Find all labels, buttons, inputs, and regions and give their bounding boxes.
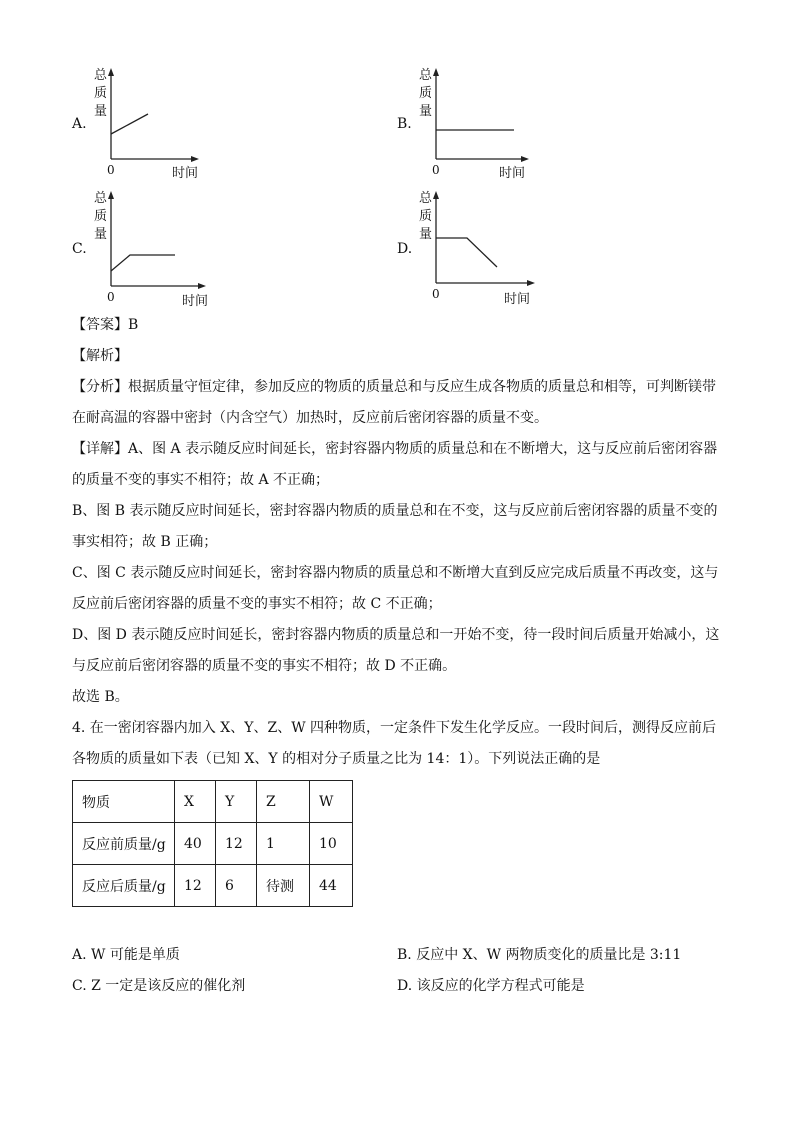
analysis-line: 【分析】根据质量守恒定律，参加反应的物质的质量总和与反应生成各物质的质量总和相等，可判断镁带 <box>72 379 716 395</box>
table-cell: 6 <box>216 865 257 907</box>
detail-line: D、图 D 表示随反应时间延长，密封容器内物质的质量总和一开始不变，待一段时间后质量开始减小，这 <box>72 627 720 643</box>
graph-c-ylabel-1: 总 <box>94 191 108 206</box>
graph-c-line <box>111 255 175 271</box>
graph-d-y-arrow <box>433 191 439 199</box>
table-cell: 1 <box>257 823 310 865</box>
question-4-line: 4. 在一密闭容器内加入 X、Y、Z、W 四种物质，一定条件下发生化学反应。一段时间后，测得反应前后 <box>72 720 717 736</box>
conclusion-line: 故选 B。 <box>72 689 129 705</box>
graph-c-svg <box>90 185 220 310</box>
table-cell: 40 <box>175 823 216 865</box>
graph-a-svg <box>90 62 220 182</box>
graph-a-ylabel-2: 质 <box>94 86 108 101</box>
analysis-line: 在耐高温的容器中密封（内含空气）加热时，反应前后密闭容器的质量不变。 <box>72 410 548 426</box>
detail-line: B、图 B 表示随反应时间延长，密封容器内物质的质量总和在不变，这与反应前后密闭容器的质量不变的 <box>72 503 718 519</box>
graph-d-origin: 0 <box>432 287 440 301</box>
detail-line: 事实相符；故 B 正确； <box>72 534 218 550</box>
graph-d-svg <box>415 185 545 310</box>
graph-a-letter: A. <box>72 116 87 132</box>
graph-b-ylabel-2: 质 <box>419 86 433 101</box>
graph-c-letter: C. <box>72 241 87 257</box>
question-4-line: 各物质的质量如下表（已知 X、Y 的相对分子质量之比为 14：1）。下列说法正确的是 <box>72 751 601 767</box>
graph-b-ylabel-1: 总 <box>419 68 433 83</box>
table-row <box>73 823 353 865</box>
table-cell: 12 <box>175 865 216 907</box>
option-d: D. 该反应的化学方程式可能是 <box>397 978 585 994</box>
table-cell: 待测 <box>257 865 310 907</box>
option-b: B. 反应中 X、W 两物质变化的质量比是 3:11 <box>397 947 682 963</box>
table-row <box>73 865 353 907</box>
detail-line: C、图 C 表示随反应时间延长，密封容器内物质的质量总和不断增大直到反应完成后质量不再改变，这与 <box>72 565 719 581</box>
detail-line: 反应前后密闭容器的质量不变的事实不相符；故 C 不正确； <box>72 596 442 612</box>
graph-d-ylabel-3: 量 <box>419 227 433 242</box>
graph-d-ylabel-2: 质 <box>419 209 433 224</box>
table-header-cell: 物质 <box>73 781 175 823</box>
option-c: C. Z 一定是该反应的催化剂 <box>72 978 246 994</box>
table-cell: 12 <box>216 823 257 865</box>
graph-b-svg <box>415 62 545 182</box>
graph-d-x-arrow <box>527 280 535 286</box>
graph-c-origin: 0 <box>107 290 115 304</box>
graph-a-y-arrow <box>108 68 114 76</box>
graph-c-y-arrow <box>108 191 114 199</box>
detail-line: 【详解】A、图 A 表示随反应时间延长，密封容器内物质的质量总和在不断增大，这与反应前后密闭容器 <box>72 441 718 457</box>
detail-line: 的质量不变的事实不相符；故 A 不正确； <box>72 472 330 488</box>
graph-d-xlabel: 时间 <box>504 292 531 307</box>
table-cell: 10 <box>310 823 353 865</box>
table-header-row <box>73 781 353 823</box>
table-header-cell: Z <box>257 781 310 823</box>
graph-d-line <box>436 238 497 267</box>
table-header-cell: W <box>310 781 353 823</box>
graph-c-xlabel: 时间 <box>182 294 209 309</box>
option-a: A. W 可能是单质 <box>72 947 180 963</box>
answer-label: 【答案】B <box>72 317 139 333</box>
graph-b-y-arrow <box>433 68 439 76</box>
graph-a-ylabel-1: 总 <box>94 68 108 83</box>
graph-b-letter: B. <box>397 116 412 132</box>
graph-b-origin: 0 <box>432 163 440 177</box>
graph-a-xlabel: 时间 <box>172 166 199 181</box>
graph-c-ylabel-3: 量 <box>94 227 108 242</box>
table-header-cell: X <box>175 781 216 823</box>
graph-d-ylabel-1: 总 <box>419 191 433 206</box>
graph-b-xlabel: 时间 <box>499 166 526 181</box>
mass-table <box>72 780 353 907</box>
table-cell: 44 <box>310 865 353 907</box>
table-cell: 反应前质量/g <box>73 823 175 865</box>
graph-a-origin: 0 <box>107 163 115 177</box>
answer-section <box>72 310 722 775</box>
graph-a-line <box>111 114 148 134</box>
graph-d-letter: D. <box>397 241 413 257</box>
graph-a-x-arrow <box>191 156 199 162</box>
table-cell: 反应后质量/g <box>73 865 175 907</box>
graph-c-x-arrow <box>198 283 206 289</box>
analysis-title: 【解析】 <box>72 348 128 364</box>
table-header-cell: Y <box>216 781 257 823</box>
graph-c-ylabel-2: 质 <box>94 209 108 224</box>
graph-b-ylabel-3: 量 <box>419 104 433 119</box>
detail-line: 与反应前后密闭容器的质量不变的事实不相符；故 D 不正确。 <box>72 658 457 674</box>
graph-b-x-arrow <box>521 156 529 162</box>
graph-a-ylabel-3: 量 <box>94 104 108 119</box>
